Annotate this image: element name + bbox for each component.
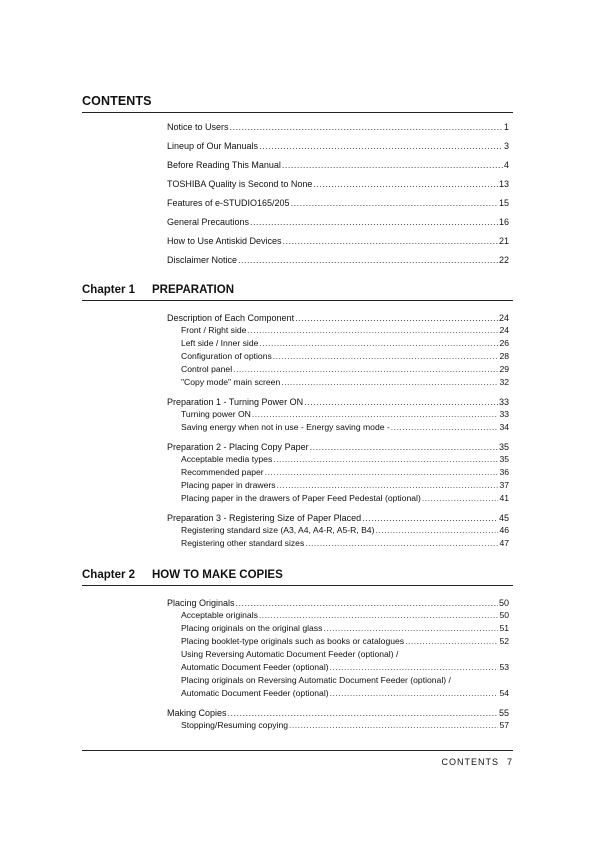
dot-leader <box>259 337 498 350</box>
dot-leader <box>291 194 498 213</box>
toc-entry-title: Control panel <box>181 364 233 374</box>
title-rule <box>82 112 513 113</box>
toc-entry[interactable] <box>167 337 509 350</box>
toc-entry[interactable] <box>167 635 509 648</box>
dot-leader <box>273 453 498 466</box>
toc-entry[interactable] <box>167 441 509 453</box>
toc-entry-title: Notice to Users <box>167 122 229 132</box>
toc-entry-title: TOSHIBA Quality is Second to None <box>167 179 313 189</box>
toc-entry-page: 46 <box>499 525 509 535</box>
chapter-2-title: HOW TO MAKE COPIES <box>152 569 283 581</box>
toc-entry-page: 53 <box>499 662 509 672</box>
dot-leader <box>233 363 498 376</box>
toc-entry[interactable] <box>167 118 509 137</box>
toc-entry-title: Acceptable originals <box>181 610 258 620</box>
page-title: CONTENTS <box>82 94 152 108</box>
toc-entry-title: Registering other standard sizes <box>181 538 305 548</box>
toc-entry[interactable] <box>167 175 509 194</box>
toc-entry[interactable] <box>167 492 509 505</box>
toc-entry-page: 35 <box>498 442 509 452</box>
toc-entry-page: 35 <box>499 454 509 464</box>
toc-entry-page: 32 <box>499 377 509 387</box>
dot-leader <box>252 408 499 421</box>
toc-entry-title: Making Copies <box>167 708 227 718</box>
toc-entry-page: 13 <box>498 179 509 189</box>
toc-entry[interactable] <box>167 408 509 421</box>
toc-entry-page: 50 <box>499 610 509 620</box>
dot-leader <box>250 213 498 232</box>
toc-entry[interactable] <box>167 194 509 213</box>
toc-entry-title: Saving energy when not in use - Energy saving mode - <box>181 422 390 432</box>
toc-entry-title: Automatic Document Feeder (optional) <box>181 662 329 672</box>
toc-entry[interactable] <box>167 466 509 479</box>
dot-leader <box>323 622 498 635</box>
toc-entry[interactable] <box>167 312 509 324</box>
toc-entry-page: 54 <box>499 688 509 698</box>
toc-entry-page: 52 <box>499 636 509 646</box>
chapter-1-heading <box>82 284 513 296</box>
footer-label: CONTENTS <box>441 757 499 767</box>
dot-leader <box>265 466 499 479</box>
toc-entry-page: 37 <box>499 480 509 490</box>
toc-entry-title: Placing paper in the drawers of Paper Feed Pedestal (optional) <box>181 493 421 503</box>
page-footer <box>441 757 513 767</box>
toc-entry-page: 16 <box>498 217 509 227</box>
toc-entry-page: 26 <box>499 338 509 348</box>
chapter-2-rule <box>82 585 513 586</box>
toc-entry-title: Placing booklet-type originals such as books or catalogues <box>181 636 405 646</box>
dot-leader <box>422 492 499 505</box>
toc-entry-title: Turning power ON <box>181 409 251 419</box>
chapter-2-list <box>167 597 509 732</box>
toc-entry-page: 21 <box>498 236 509 246</box>
toc-entry-title: Preparation 3 - Registering Size of Paper Placed <box>167 513 362 523</box>
toc-entry-title: Using Reversing Automatic Document Feeder (optional) / <box>181 649 399 659</box>
toc-entry-page: 34 <box>499 422 509 432</box>
toc-entry-title: Preparation 2 - Placing Copy Paper <box>167 442 309 452</box>
toc-entry-page: 15 <box>498 198 509 208</box>
toc-entry[interactable] <box>167 376 509 389</box>
toc-entry-title: Left side / Inner side <box>181 338 259 348</box>
toc-entry-page: 3 <box>503 141 509 151</box>
toc-entry-title: "Copy mode" main screen <box>181 377 281 387</box>
toc-entry[interactable] <box>167 324 509 337</box>
toc-entry-title: How to Use Antiskid Devices <box>167 236 282 246</box>
toc-entry-title: Registering standard size (A3, A4, A4-R, A5-R, B4) <box>181 525 375 535</box>
toc-entry-page: 24 <box>498 313 509 323</box>
dot-leader <box>238 251 498 270</box>
dot-leader <box>375 524 498 537</box>
toc-entry[interactable] <box>167 524 509 537</box>
dot-leader <box>391 421 499 434</box>
dot-leader <box>259 609 499 622</box>
toc-entry-title: Lineup of Our Manuals <box>167 141 259 151</box>
toc-entry[interactable] <box>167 597 509 609</box>
toc-entry-page: 55 <box>498 708 509 718</box>
toc-entry[interactable] <box>167 609 509 622</box>
toc-entry[interactable] <box>167 363 509 376</box>
toc-entry-title: Description of Each Component <box>167 313 295 323</box>
chapter-1-number: Chapter 1 <box>82 284 136 296</box>
toc-entry[interactable] <box>167 350 509 363</box>
toc-entry[interactable] <box>167 661 509 674</box>
toc-entry[interactable] <box>167 537 509 550</box>
toc-entry-page: 24 <box>499 325 509 335</box>
toc-entry-page: 57 <box>499 720 509 730</box>
toc-entry[interactable] <box>167 687 509 700</box>
toc-entry[interactable] <box>167 213 509 232</box>
toc-entry-title: Placing Originals <box>167 598 235 608</box>
toc-entry[interactable] <box>167 396 509 408</box>
toc-entry-page: 33 <box>499 409 509 419</box>
toc-entry[interactable] <box>167 453 509 466</box>
toc-entry-title: Acceptable media types <box>181 454 273 464</box>
toc-entry[interactable] <box>167 251 509 270</box>
toc-entry-page: 50 <box>498 598 509 608</box>
dot-leader <box>283 232 498 251</box>
toc-entry-page: 29 <box>499 364 509 374</box>
dot-leader <box>362 512 498 524</box>
dot-leader <box>228 707 498 719</box>
dot-leader <box>259 137 503 156</box>
dot-leader <box>295 312 498 324</box>
toc-entry[interactable] <box>167 707 509 719</box>
toc-entry[interactable] <box>167 512 509 524</box>
chapter-2-number: Chapter 2 <box>82 569 136 581</box>
toc-entry-page: 33 <box>498 397 509 407</box>
toc-entry-title: Front / Right side <box>181 325 247 335</box>
dot-leader <box>277 479 499 492</box>
toc-entry-page: 41 <box>499 493 509 503</box>
dot-leader <box>405 635 498 648</box>
toc-entry-title: Placing paper in drawers <box>181 480 276 490</box>
toc-entry-title: Automatic Document Feeder (optional) <box>181 688 329 698</box>
chapter-1-title: PREPARATION <box>152 284 234 296</box>
dot-leader <box>247 324 498 337</box>
toc-entry[interactable] <box>167 674 509 687</box>
toc-entry[interactable] <box>167 156 509 175</box>
dot-leader <box>236 597 498 609</box>
toc-entry-page: 45 <box>498 513 509 523</box>
dot-leader <box>281 376 498 389</box>
toc-entry-title: Preparation 1 - Turning Power ON <box>167 397 304 407</box>
dot-leader <box>330 661 499 674</box>
dot-leader <box>310 441 498 453</box>
footer-page-number: 7 <box>506 757 513 767</box>
toc-entry-title: Features of e-STUDIO165/205 <box>167 198 290 208</box>
toc-entry-title: Stopping/Resuming copying <box>181 720 289 730</box>
dot-leader <box>313 175 498 194</box>
dot-leader <box>282 156 503 175</box>
toc-entry[interactable] <box>167 232 509 251</box>
dot-leader <box>230 118 503 137</box>
toc-entry-page: 28 <box>499 351 509 361</box>
toc-entry[interactable] <box>167 421 509 434</box>
toc-entry[interactable] <box>167 137 509 156</box>
toc-entry-title: Before Reading This Manual <box>167 160 281 170</box>
toc-entry-page: 36 <box>499 467 509 477</box>
front-matter-list <box>167 118 509 270</box>
toc-entry-page: 22 <box>498 255 509 265</box>
toc-entry-page: 47 <box>499 538 509 548</box>
toc-entry-title: Recommended paper <box>181 467 264 477</box>
dot-leader <box>304 396 498 408</box>
dot-leader <box>273 350 499 363</box>
toc-entry[interactable] <box>167 479 509 492</box>
dot-leader <box>330 687 499 700</box>
toc-entry-title: Configuration of options <box>181 351 272 361</box>
toc-entry-title: Placing originals on the original glass <box>181 623 323 633</box>
toc-entry-page: 1 <box>503 122 509 132</box>
toc-entry[interactable] <box>167 622 509 635</box>
toc-entry-page: 51 <box>499 623 509 633</box>
dot-leader <box>289 719 498 732</box>
toc-entry-title: General Precautions <box>167 217 250 227</box>
footer-rule <box>82 750 513 751</box>
toc-entry-title: Placing originals on Reversing Automatic Document Feeder (optional) / <box>181 675 451 685</box>
toc-entry[interactable] <box>167 648 509 661</box>
toc-entry-page: 4 <box>503 160 509 170</box>
chapter-1-rule <box>82 300 513 301</box>
chapter-1-list <box>167 312 509 550</box>
toc-entry-title: Disclaimer Notice <box>167 255 238 265</box>
dot-leader <box>305 537 498 550</box>
chapter-2-heading <box>82 569 513 581</box>
toc-entry[interactable] <box>167 719 509 732</box>
